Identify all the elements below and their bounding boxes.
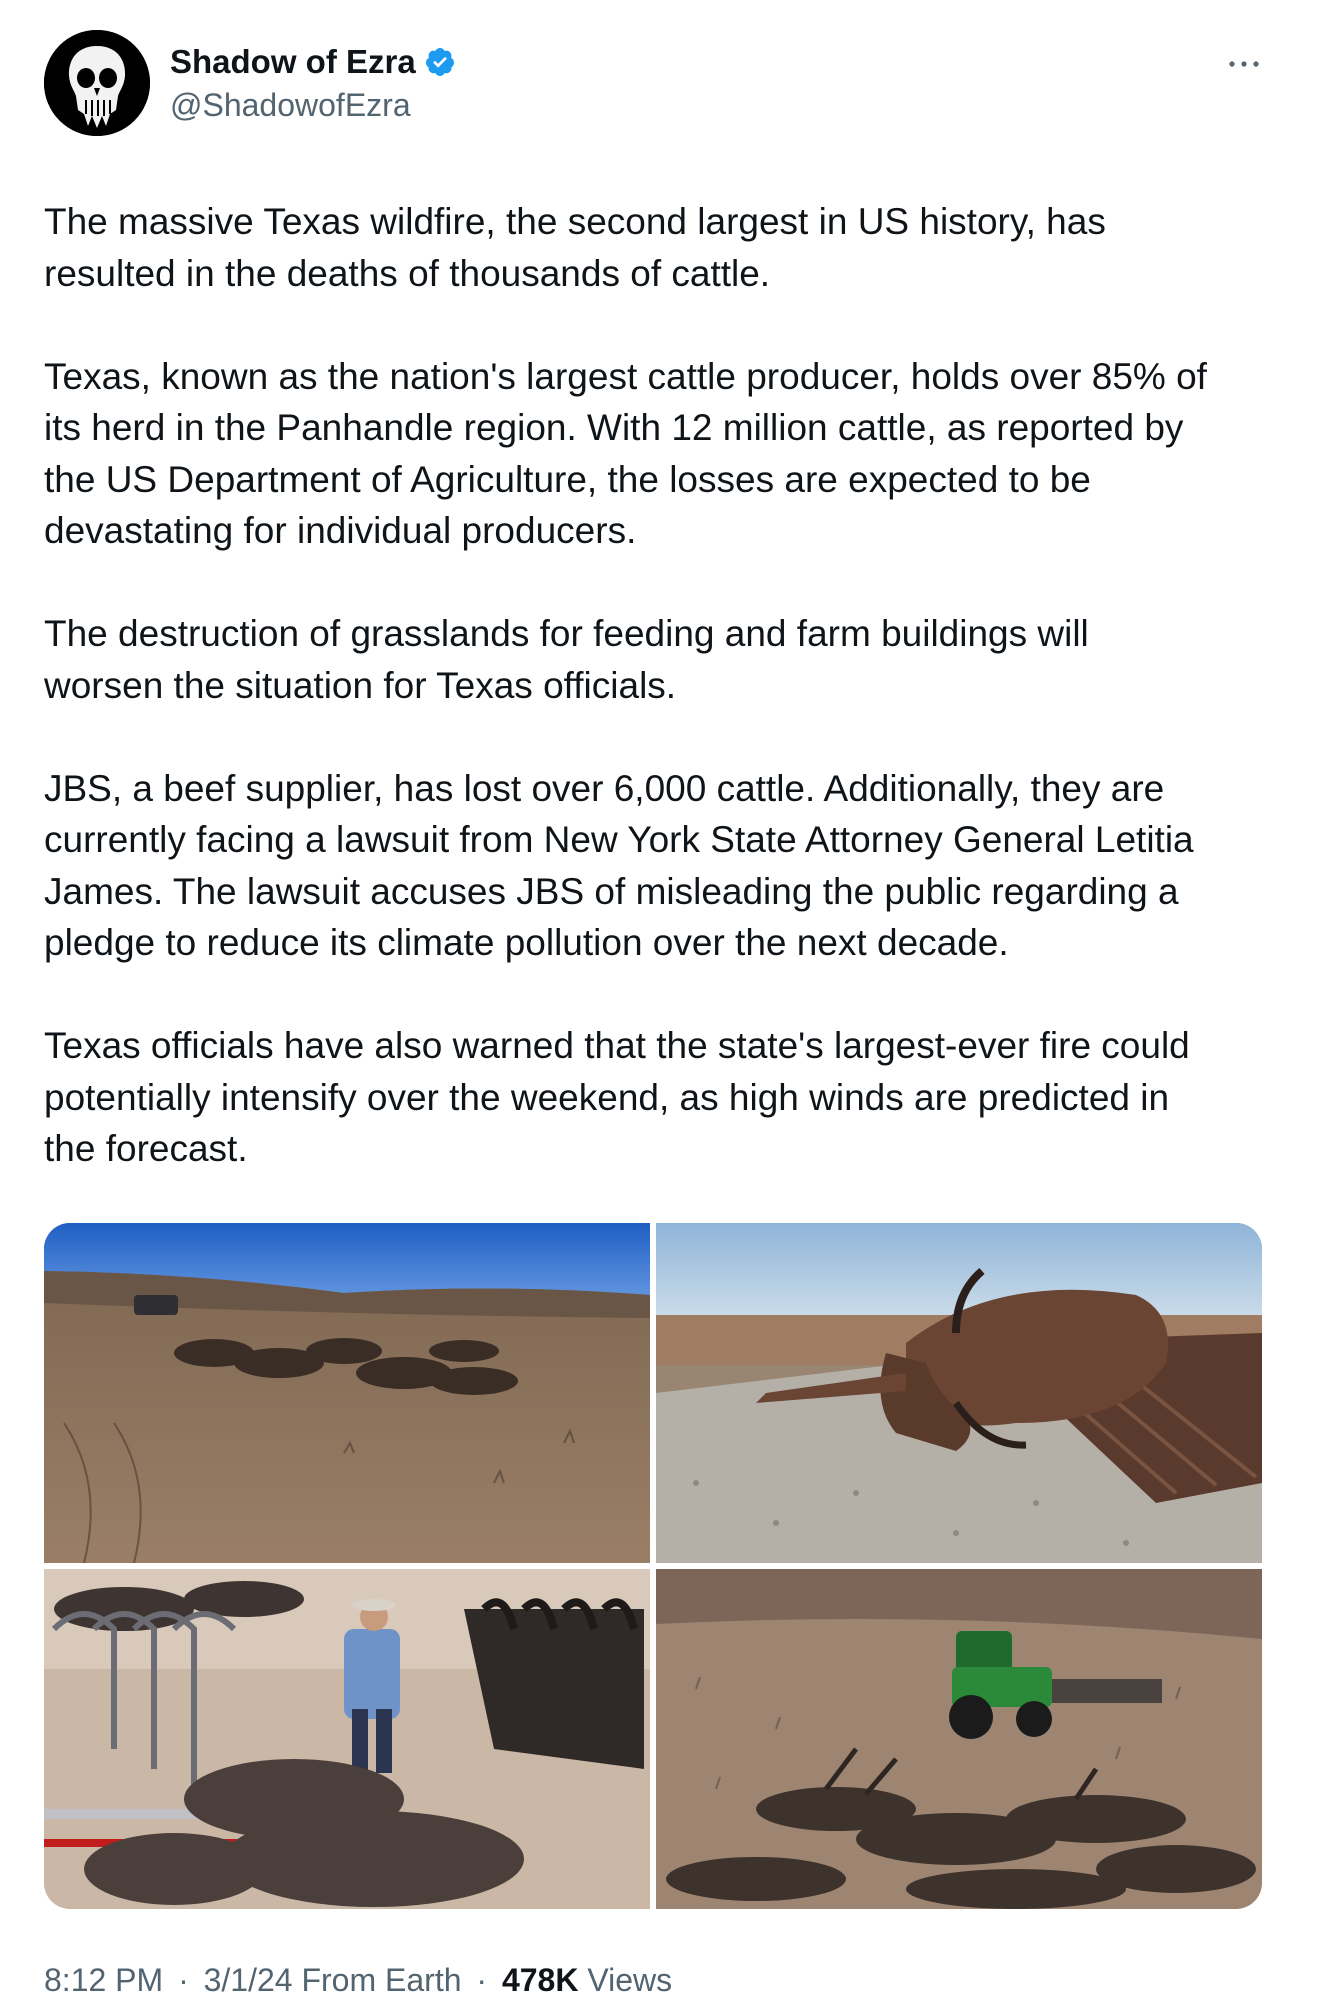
photo-dead-cow-cattle-guard-icon [656, 1223, 1262, 1563]
media-photo-3[interactable] [44, 1569, 650, 1909]
punisher-skull-icon [44, 30, 150, 136]
media-photo-2[interactable] [656, 1223, 1262, 1563]
media-photo-1[interactable] [44, 1223, 650, 1563]
photo-rancher-with-cattle-icon [44, 1569, 650, 1909]
media-photo-4[interactable] [656, 1569, 1262, 1909]
more-options-icon[interactable] [1222, 46, 1266, 82]
author-handle[interactable]: @ShadowofEzra [170, 87, 411, 123]
tweet-text [44, 196, 1284, 1175]
tweet-date[interactable]: 3/1/24 [203, 1962, 293, 1998]
meta-separator: · [476, 1962, 488, 1998]
author-name-text: Shadow of Ezra [170, 43, 416, 80]
media-grid [44, 1223, 1262, 1909]
views-count[interactable]: 478K [501, 1962, 579, 1998]
tweet-paragraph: The massive Texas wildfire, the second largest in US history, has resulted in the deaths of thousands of cattle. [44, 201, 1106, 294]
tweet-paragraph: The destruction of grasslands for feeding and farm buildings will worsen the situation for Texas officials. [44, 613, 1089, 706]
tweet-paragraph: JBS, a beef supplier, has lost over 6,000 cattle. Additionally, they are currently facing a lawsuit from New York State Attorney General Letitia James. The lawsuit accuses JBS of misleading the public regarding a pledge to reduce its climate pollution over the next decade. [44, 767, 1194, 963]
views-label: Views [587, 1962, 673, 1998]
tweet-meta [44, 1958, 672, 2002]
meta-separator: · [178, 1962, 189, 1998]
photo-tractor-burned-field-icon [656, 1569, 1262, 1909]
avatar[interactable] [44, 30, 150, 136]
tweet-paragraph: Texas officials have also warned that the state's largest-ever fire could potentially intensify over the weekend, as high winds are predicted in the forecast. [44, 1025, 1190, 1169]
author-display-name[interactable] [170, 40, 456, 84]
photo-dead-cattle-field-icon [44, 1223, 650, 1563]
tweet-paragraph: Texas, known as the nation's largest cattle producer, holds over 85% of its herd in the Panhandle region. With 12 million cattle, as reported by the US Department of Agriculture, the losses are expected to be devastating for individual producers. [44, 355, 1207, 551]
verified-badge-icon[interactable] [424, 46, 456, 78]
tweet-source: From Earth [301, 1962, 462, 1998]
tweet-time[interactable]: 8:12 PM [44, 1962, 164, 1998]
